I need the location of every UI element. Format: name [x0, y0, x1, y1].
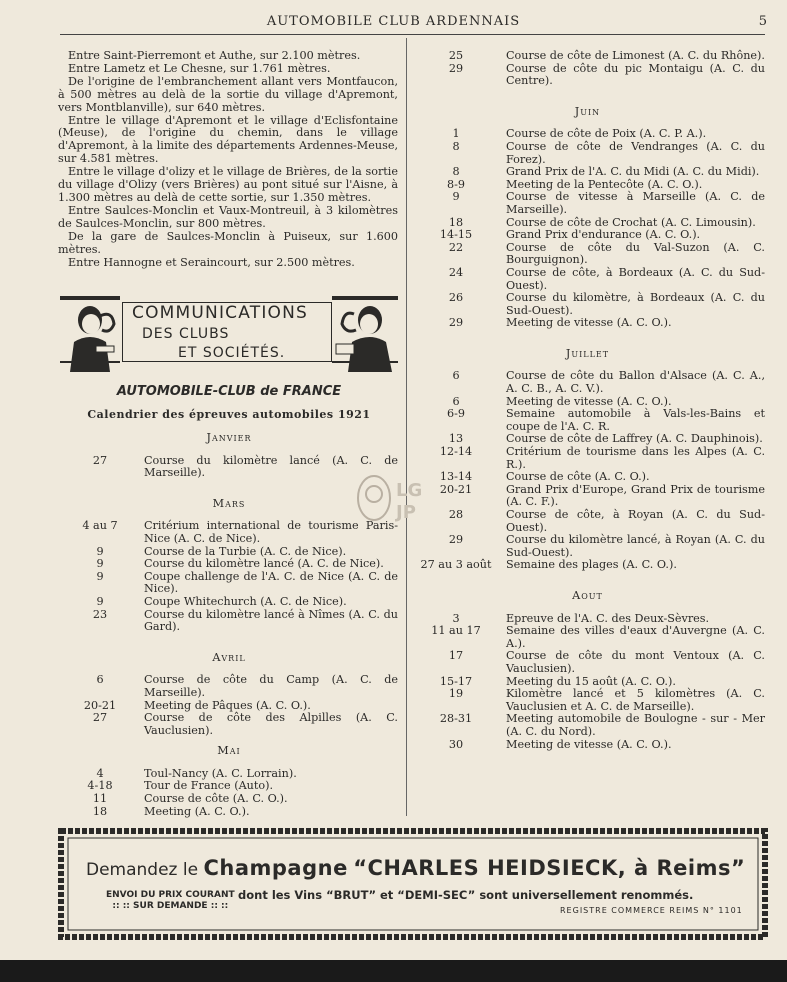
event-date: 28 — [448, 508, 464, 521]
road-paragraph: Entre Saulces-Monclin et Vaux-Montreuil, à 3 kilomètres de Saulces-Monclin, sur 800 mètres. — [58, 203, 398, 230]
column-divider — [406, 38, 407, 816]
event-date: 4 — [96, 766, 104, 780]
event-date: 30 — [448, 737, 464, 751]
banner-line-societes: ET SOCIÉTÉS. — [178, 345, 286, 361]
event-date: 1 — [452, 127, 460, 141]
event-text: Course de côte de Limonest (A. C. du Rhône). — [506, 49, 765, 62]
event-text: Course de vitesse à Marseille (A. C. de Marseille). — [506, 190, 765, 216]
calendar-row — [410, 713, 765, 738]
calendar-row — [60, 674, 398, 699]
event-text: Course du kilomètre lancé (A. C. de Marseille). — [144, 453, 398, 480]
event-date: 4 au 7 — [82, 519, 118, 533]
calendar-row — [60, 455, 398, 480]
calendar-row — [410, 267, 765, 292]
banner-line-communications: COMMUNICATIONS — [132, 303, 309, 323]
event-date: 18 — [92, 804, 108, 818]
event-date: 29 — [448, 316, 464, 330]
event-date: 23 — [92, 607, 108, 621]
event-text: Meeting du 15 août (A. C. O.). — [506, 674, 676, 688]
event-text: Course de côte du Ballon d'Alsace (A. C. A., A. C. B., A. C. V.). — [506, 369, 765, 396]
event-text: Coupe challenge de l'A. C. de Nice (A. C. de Nice). — [144, 569, 398, 596]
event-text: Grand Prix d'endurance (A. C. O.). — [506, 228, 701, 242]
scan-bottom-edge — [0, 960, 787, 982]
header-rule — [60, 34, 765, 35]
calendar-row — [410, 559, 765, 572]
event-text: Grand Prix d'Europe, Grand Prix de tourisme (A. C. F.). — [506, 482, 765, 509]
calendar-left-column — [60, 424, 398, 818]
event-text: Critérium international de tourisme Paris-Nice (A. C. de Nice). — [144, 519, 398, 545]
event-text: Meeting de Pâques (A. C. O.). — [144, 698, 311, 712]
event-date: 13-14 — [439, 470, 473, 484]
event-date: 25 — [448, 49, 464, 62]
event-date: 20-21 — [83, 698, 117, 712]
page-number: 5 — [758, 14, 767, 29]
event-date: 27 au 3 août — [420, 558, 492, 572]
event-text: Semaine des plages (A. C. O.). — [506, 558, 677, 572]
event-date: 8-9 — [446, 177, 466, 191]
month-heading: Juin — [574, 104, 601, 118]
calendar-row — [410, 625, 765, 650]
event-date: 17 — [448, 649, 464, 663]
event-text: Toul-Nancy (A. C. Lorrain). — [144, 766, 297, 780]
event-date: 27 — [92, 711, 108, 725]
event-date: 6 — [96, 673, 104, 687]
event-text: Semaine des villes d'eaux d'Auvergne (A. C. A.). — [506, 624, 765, 650]
calendar-title: Calendrier des épreuves automobiles 1921 — [87, 408, 371, 421]
event-text: Course du kilomètre lancé (A. C. de Nice). — [144, 557, 384, 571]
club-title: AUTOMOBILE-CLUB de FRANCE — [116, 384, 342, 399]
ad-chain-border — [58, 828, 768, 940]
event-text: Course de côte du Val-Suzon (A. C. Bourguignon). — [506, 240, 765, 267]
event-text: Course du kilomètre lancé, à Royan (A. C. du Sud-Ouest). — [506, 533, 765, 559]
calendar-row — [410, 242, 765, 267]
month-heading: Mars — [212, 496, 246, 510]
champagne-advertisement — [58, 828, 768, 940]
event-date: 6 — [452, 394, 460, 408]
road-paragraph: Entre Saint-Pierremont et Authe, sur 2.100 mètres. — [68, 49, 361, 62]
calendar-row — [410, 509, 765, 534]
event-date: 3 — [452, 611, 460, 625]
event-text: Course de côte de Crochat (A. C. Limousin). — [506, 215, 756, 229]
event-text: Course de côte des Alpilles (A. C. Vauclusien). — [144, 711, 398, 737]
library-stamp-watermark — [352, 466, 432, 536]
svg-text:LG: LG — [396, 480, 423, 501]
event-date: 6-9 — [446, 407, 466, 421]
event-text: Meeting (A. C. O.). — [144, 804, 250, 818]
ad-brand: “CHARLES HEIDSIECK, à Reims” — [353, 856, 746, 880]
event-text: Grand Prix de l'A. C. du Midi (A. C. du Midi). — [506, 165, 760, 179]
event-text: Critérium de tourisme dans les Alpes (A. C. R.). — [506, 445, 765, 471]
ad-price-list-note — [106, 890, 235, 912]
calendar-row — [410, 191, 765, 216]
road-works-text — [58, 50, 398, 269]
road-paragraph: Entre le village d'olizy et le village de Brières, de la sortie du village d'Olizy (vers Brières) au pont situé sur l'Aisne, à 1.300 mètres au delà de cette sortie, sur 1.350 mètres. — [58, 165, 398, 204]
month-heading: Janvier — [206, 431, 252, 444]
calendar-row — [410, 650, 765, 675]
event-date: 22 — [448, 240, 464, 254]
event-text: Meeting de vitesse (A. C. O.). — [506, 737, 672, 751]
event-text: Semaine automobile à Vals-les-Bains et coupe de l'A. C. R. — [506, 407, 765, 433]
telephone-man-right-illustration — [332, 290, 398, 372]
event-date: 11 au 17 — [431, 624, 481, 638]
event-date: 9 — [96, 544, 104, 558]
calendar-row — [410, 370, 765, 395]
svg-text:JP: JP — [396, 502, 416, 523]
event-date: 4-18 — [87, 779, 113, 793]
calendar-row — [410, 141, 765, 166]
event-text: Course de côte (A. C. O.). — [144, 792, 288, 806]
event-date: 9 — [96, 569, 104, 583]
event-date: 9 — [96, 557, 104, 571]
event-text: Meeting de vitesse (A. C. O.). — [506, 316, 672, 330]
event-date: 27 — [92, 453, 108, 467]
calendar-right-column — [410, 50, 765, 751]
event-text: Course de côte du pic Montaigu (A. C. du Centre). — [506, 61, 765, 88]
event-date: 6 — [452, 369, 460, 383]
event-text: Course de côte, à Bordeaux (A. C. du Sud-Ouest). — [506, 265, 765, 292]
calendar-row — [410, 166, 765, 179]
road-paragraph: De la gare de Saulces-Monclin à Puiseux, sur 1.600 mètres. — [58, 229, 398, 256]
event-date: 11 — [92, 792, 108, 806]
month-heading: Avril — [212, 650, 246, 664]
calendar-row — [60, 571, 398, 596]
calendar-row — [410, 534, 765, 559]
event-date: 26 — [448, 291, 464, 305]
event-date: 14-15 — [439, 228, 473, 242]
communications-banner — [60, 290, 398, 372]
event-date: 9 — [452, 190, 460, 204]
ad-envoi-line1: ENVOI DU PRIX COURANT — [106, 890, 235, 900]
calendar-row — [410, 50, 765, 63]
calendar-row — [410, 292, 765, 317]
calendar-row — [410, 408, 765, 433]
telephone-man-left-illustration — [60, 290, 120, 372]
ad-champagne: Champagne — [203, 856, 348, 880]
calendar-row — [410, 739, 765, 752]
calendar-row — [60, 596, 398, 609]
calendar-row — [410, 446, 765, 471]
banner-line-des-clubs: DES CLUBS — [142, 326, 230, 342]
ad-headline — [86, 856, 746, 880]
event-date: 24 — [448, 265, 464, 279]
event-date: 20-21 — [439, 482, 473, 496]
event-date: 29 — [448, 61, 464, 75]
calendar-row — [60, 806, 398, 819]
calendar-row — [60, 712, 398, 737]
event-text: Kilomètre lancé et 5 kilomètres (A. C. Vauclusien et A. C. de Marseille). — [506, 687, 765, 713]
ad-envoi-line2: :: :: SUR DEMANDE :: :: — [112, 901, 229, 911]
calendar-row — [410, 317, 765, 330]
month-heading: Aout — [572, 588, 603, 602]
month-heading: Mai — [217, 744, 241, 758]
event-text: Course de côte du Camp (A. C. de Marseille). — [144, 673, 398, 699]
calendar-row — [410, 688, 765, 713]
event-date: 8 — [452, 165, 460, 179]
calendar-row — [60, 793, 398, 806]
road-paragraph: Entre Lametz et Le Chesne, sur 1.761 mètres. — [68, 61, 331, 75]
ad-wines-line: dont les Vins “BRUT” et “DEMI-SEC” sont universellement renommés. — [238, 888, 694, 902]
event-date: 19 — [448, 687, 464, 701]
road-paragraph: De l'origine de l'embranchement allant vers Montfaucon, à 500 mètres au delà de la sortie du village d'Apremont, vers Montblanville), sur 640 mètres. — [58, 74, 398, 114]
event-date: 15-17 — [439, 674, 473, 688]
calendar-row — [60, 520, 398, 545]
event-text: Course du kilomètre, à Bordeaux (A. C. du Sud-Ouest). — [506, 291, 765, 317]
event-text: Course de côte, à Royan (A. C. du Sud-Ouest). — [506, 508, 765, 534]
event-date: 28-31 — [439, 712, 473, 726]
event-text: Course du kilomètre lancé à Nîmes (A. C. du Gard). — [144, 607, 398, 634]
event-text: Meeting automobile de Boulogne - sur - Mer (A. C. du Nord). — [506, 712, 765, 738]
road-paragraph: Entre Hannogne et Seraincourt, sur 2.500 mètres. — [68, 255, 355, 269]
calendar-row — [410, 484, 765, 509]
event-text: Epreuve de l'A. C. des Deux-Sèvres. — [506, 611, 710, 625]
event-text: Course de côte de Vendranges (A. C. du Forez). — [506, 139, 765, 166]
road-paragraph: Entre le village d'Apremont et le village d'Eclisfontaine (Meuse), de l'origine du chemin, dans le village d'Apremont, à la limite des départements Ardennes-Meuse, sur 4.581 mètres. — [58, 113, 398, 166]
event-date: 13 — [448, 432, 464, 446]
event-text: Course de la Turbie (A. C. de Nice). — [144, 544, 347, 558]
running-title: AUTOMOBILE CLUB ARDENNAIS — [266, 14, 521, 29]
calendar-row — [60, 558, 398, 571]
calendar-row — [60, 609, 398, 634]
calendar-row — [410, 63, 765, 88]
month-heading: Juillet — [565, 346, 610, 360]
event-text: Coupe Whitechurch (A. C. de Nice). — [144, 594, 347, 608]
event-text: Meeting de la Pentecôte (A. C. O.). — [506, 177, 703, 191]
calendar-row — [410, 229, 765, 242]
ad-registre: REGISTRE COMMERCE REIMS N° 1101 — [560, 906, 743, 915]
event-text: Tour de France (Auto). — [144, 779, 274, 793]
event-date: 12-14 — [439, 445, 473, 459]
ad-demandez: Demandez le — [86, 860, 199, 880]
event-text: Course de côte de Poix (A. C. P. A.). — [506, 127, 707, 141]
calendar-row — [410, 471, 765, 484]
event-date: 9 — [96, 594, 104, 608]
event-text: Course de côte (A. C. O.). — [506, 470, 650, 484]
event-text: Meeting de vitesse (A. C. O.). — [506, 394, 672, 408]
event-date: 29 — [448, 533, 464, 547]
event-text: Course de côte du mont Ventoux (A. C. Vauclusien). — [506, 649, 765, 675]
event-date: 8 — [452, 139, 460, 153]
event-date: 18 — [448, 215, 464, 229]
event-text: Course de côte de Laffrey (A. C. Dauphinois). — [506, 432, 763, 446]
